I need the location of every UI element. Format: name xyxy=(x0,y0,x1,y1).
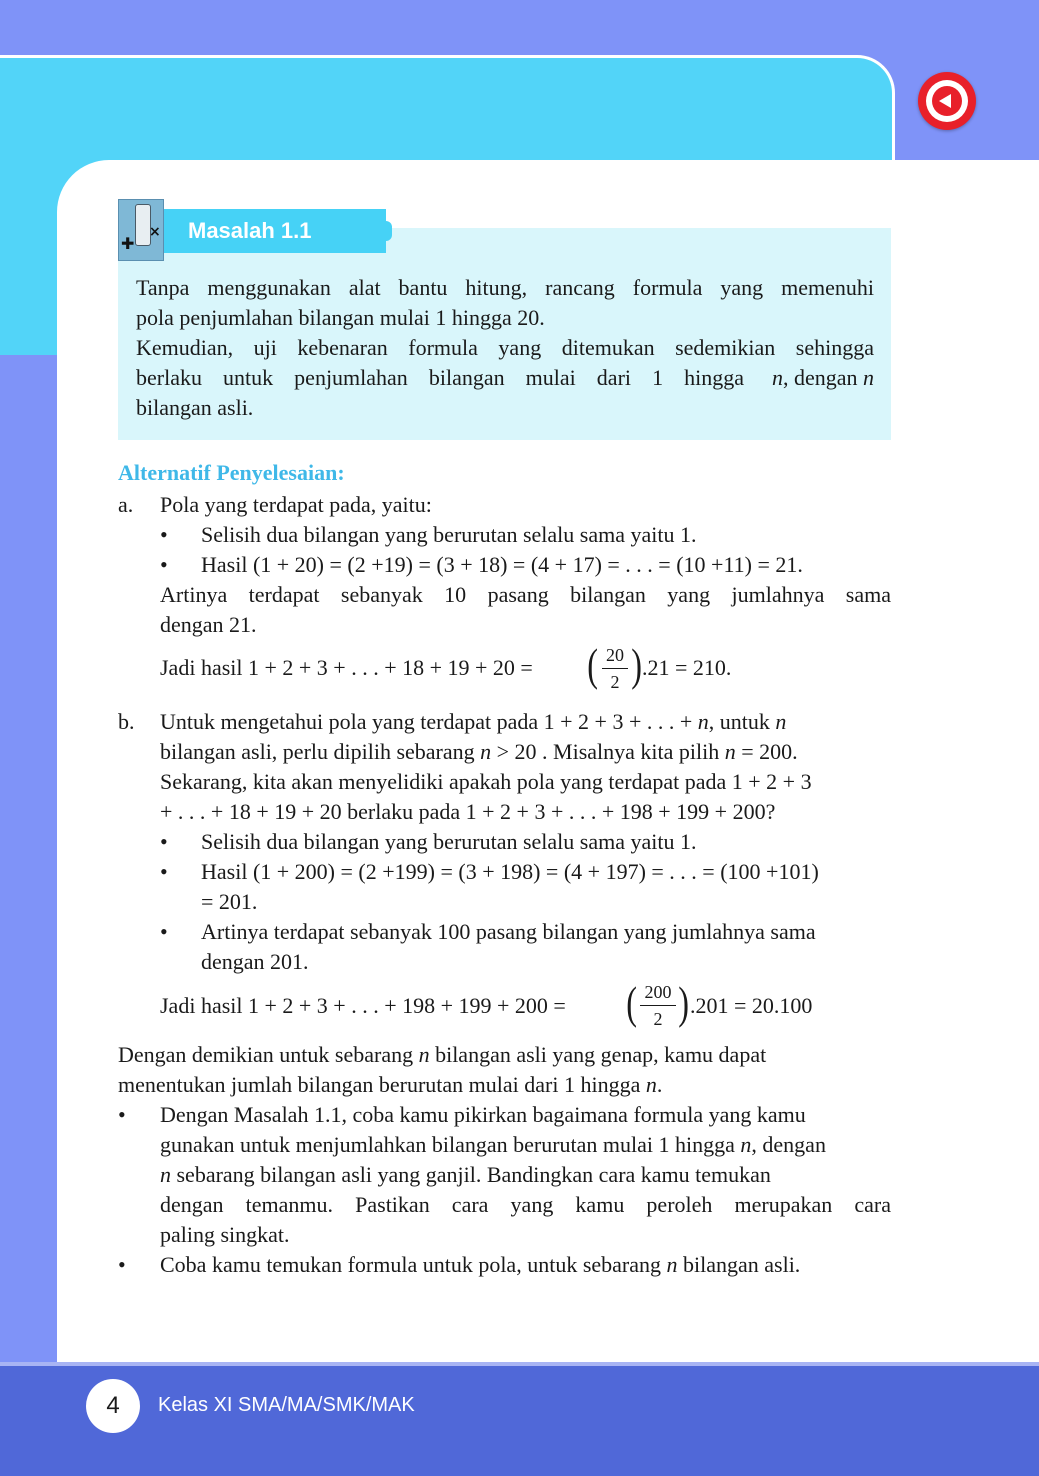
var-n: n xyxy=(645,1072,657,1097)
problem-line-5: bilangan asli. xyxy=(136,395,254,420)
task-1-line-2b: , dengan xyxy=(751,1132,826,1157)
problem-line-4-dengan: , dengan xyxy=(782,365,858,390)
item-b-line-2c: = 200. xyxy=(741,739,798,764)
item-b-bullet-3a: Artinya terdapat sebanyak 100 pasang bilangan yang jumlahnya sama xyxy=(201,919,816,944)
right-paren: ) xyxy=(678,977,690,1028)
item-b-line-2b: > 20 . Misalnya kita pilih xyxy=(496,739,720,764)
page-number: 4 xyxy=(86,1379,140,1433)
item-b-bullet-1: Selisih dua bilangan yang berurutan selalu sama yaitu 1. xyxy=(201,829,697,854)
var-n: n xyxy=(863,365,874,390)
bullet-icon: • xyxy=(160,829,168,854)
item-b-result-suffix: .201 = 20.100 xyxy=(690,993,813,1018)
conclusion-line-2a: menentukan jumlah bilangan berurutan mulai dari 1 hingga xyxy=(118,1072,641,1097)
bullet-icon: • xyxy=(160,859,168,884)
footer-text: Kelas XI SMA/MA/SMK/MAK xyxy=(158,1394,415,1416)
var-n: n xyxy=(480,739,492,764)
problem-title: Masalah 1.1 xyxy=(164,209,386,253)
item-a-result-suffix: .21 = 210. xyxy=(642,655,732,680)
item-b-bullet-2b: = 201. xyxy=(201,889,258,914)
item-a-intro: Pola yang terdapat pada, yaitu: xyxy=(160,492,432,517)
item-b-bullet-2a: Hasil (1 + 200) = (2 +199) = (3 + 198) = (4 + 197) = . . . = (100 +101) xyxy=(201,859,819,884)
item-b-result-prefix: Jadi hasil 1 + 2 + 3 + . . . + 198 + 199 + 200 = xyxy=(160,993,566,1018)
item-a-bullet-2: Hasil (1 + 20) = (2 +19) = (3 + 18) = (4 + 17) = . . . = (10 +11) = 21. xyxy=(201,552,803,577)
problem-line-1: Tanpa menggunakan alat bantu hitung, rancang formula yang memenuhi xyxy=(136,275,874,300)
problem-line-4-tail xyxy=(772,363,874,393)
var-n: n xyxy=(775,709,787,734)
bullet-icon: • xyxy=(160,552,168,577)
left-paren: ( xyxy=(626,977,638,1028)
left-paren: ( xyxy=(587,639,599,690)
conclusion-line-1a: Dengan demikian untuk sebarang xyxy=(118,1042,414,1067)
conclusion-line-2 xyxy=(118,1070,662,1100)
frac-a-bar xyxy=(602,668,628,669)
item-b-line-1a: Untuk mengetahui pola yang terdapat pada 1 + 2 + 3 + . . . + xyxy=(160,709,693,734)
right-paren: ) xyxy=(631,639,643,690)
item-b-line-2 xyxy=(160,737,798,767)
item-b-bullet-3b: dengan 201. xyxy=(201,949,309,974)
task-1-line-2a: gunakan untuk menjumlahkan bilangan berurutan mulai 1 hingga xyxy=(160,1132,735,1157)
task-1-line-5: paling singkat. xyxy=(160,1222,290,1247)
frac-b-bar xyxy=(640,1005,676,1006)
conclusion-line-1 xyxy=(118,1040,766,1070)
frac-b-den: 2 xyxy=(653,1009,663,1029)
var-n: n xyxy=(740,1132,752,1157)
var-n: n xyxy=(666,1252,678,1277)
item-a-para-1: Artinya terdapat sebanyak 10 pasang bilangan yang jumlahnya sama xyxy=(160,582,891,607)
item-b-line-4: + . . . + 18 + 19 + 20 berlaku pada 1 + 2 + 3 + . . . + 198 + 199 + 200? xyxy=(160,799,776,824)
task-1-line-4: dengan temanmu. Pastikan cara yang kamu peroleh merupakan cara xyxy=(160,1192,891,1217)
task-2a: Coba kamu temukan formula untuk pola, untuk sebarang xyxy=(160,1252,661,1277)
var-n: n xyxy=(697,709,709,734)
frac-a-num: 20 xyxy=(606,645,624,665)
footer-divider xyxy=(0,1362,1039,1366)
item-b-line-1b: , untuk xyxy=(708,709,770,734)
item-b-line-1 xyxy=(160,707,786,737)
task-1-line-2 xyxy=(160,1130,826,1160)
bullet-icon: • xyxy=(118,1252,126,1277)
var-n: n xyxy=(418,1042,430,1067)
bullet-icon: • xyxy=(118,1102,126,1127)
task-1-line-3-text: sebarang bilangan asli yang ganjil. Bandingkan cara kamu temukan xyxy=(176,1162,771,1187)
item-a-label: a. xyxy=(118,492,134,517)
item-a-bullet-1: Selisih dua bilangan yang berurutan selalu sama yaitu 1. xyxy=(201,522,697,547)
var-n: n xyxy=(160,1162,171,1187)
conclusion-line-1b: bilangan asli yang genap, kamu dapat xyxy=(435,1042,767,1067)
solution-heading: Alternatif Penyelesaian: xyxy=(118,460,345,485)
footer xyxy=(0,1362,1039,1476)
problem-icon: ✚ × xyxy=(118,199,164,261)
task-1-line-3 xyxy=(160,1160,771,1190)
problem-line-4-main xyxy=(136,363,744,393)
bullet-icon: • xyxy=(160,522,168,547)
task-2b: bilangan asli. xyxy=(683,1252,801,1277)
item-b-label: b. xyxy=(118,709,135,734)
problem-line-4-text: berlaku untuk penjumlahan bilangan mulai dari 1 hingga xyxy=(136,365,744,390)
problem-line-3: Kemudian, uji kebenaran formula yang ditemukan sedemikian sehingga xyxy=(136,335,874,360)
item-b-line-2a: bilangan asli, perlu dipilih sebarang xyxy=(160,739,475,764)
task-2 xyxy=(160,1250,800,1280)
item-a-result-prefix: Jadi hasil 1 + 2 + 3 + . . . + 18 + 19 + 20 = xyxy=(160,655,533,680)
bullet-icon: • xyxy=(160,919,168,944)
problem-line-2: pola penjumlahan bilangan mulai 1 hingga 20. xyxy=(136,305,545,330)
problem-line-4 xyxy=(136,363,874,393)
item-a-para-2: dengan 21. xyxy=(160,612,257,637)
conclusion-line-2b: . xyxy=(656,1072,663,1097)
back-arrow-icon[interactable] xyxy=(918,72,976,130)
frac-b-num: 200 xyxy=(644,982,672,1002)
var-n: n xyxy=(771,365,783,390)
task-1-line-1: Dengan Masalah 1.1, coba kamu pikirkan bagaimana formula yang kamu xyxy=(160,1102,806,1127)
var-n: n xyxy=(724,739,736,764)
frac-a-den: 2 xyxy=(610,672,620,692)
item-b-line-3: Sekarang, kita akan menyelidiki apakah pola yang terdapat pada 1 + 2 + 3 xyxy=(160,769,812,794)
